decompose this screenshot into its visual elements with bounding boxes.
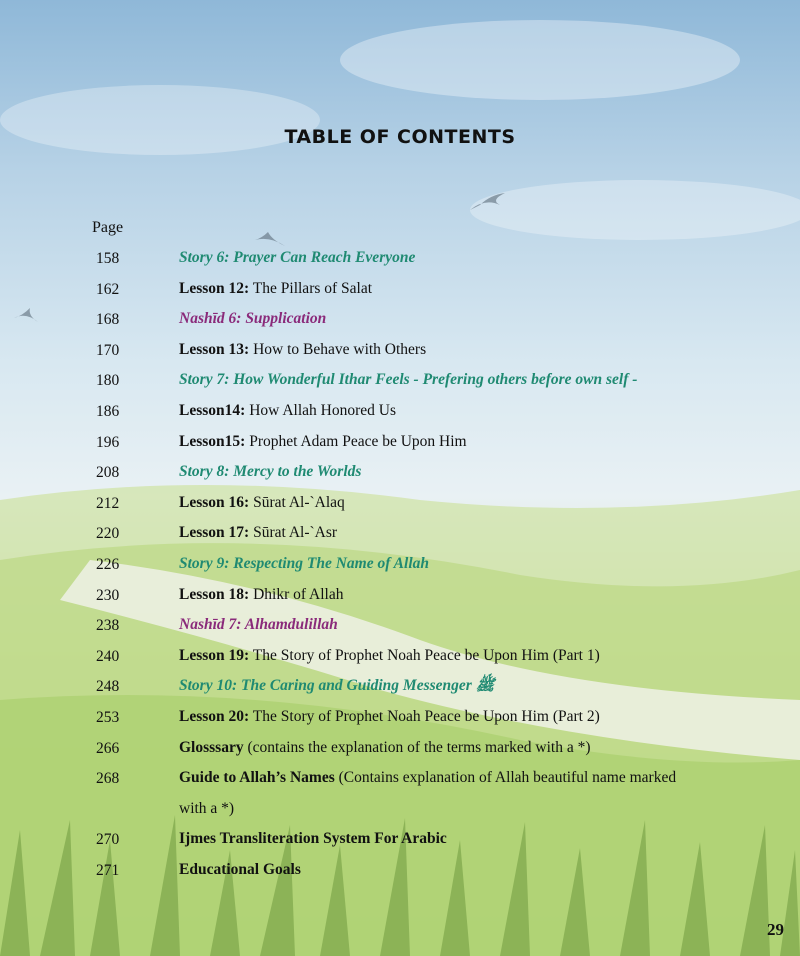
toc-page-number: 226 — [96, 555, 120, 573]
toc-entry-title — [179, 396, 699, 427]
toc-entry-label: Lesson 16: — [179, 493, 250, 511]
toc-entry-title: Story 7: How Wonderful Ithar Feels - Prefering others before own self - — [179, 371, 638, 389]
toc-entry-label: Lesson 20: — [179, 707, 250, 725]
toc-entry-title: Story 8: Mercy to the Worlds — [179, 463, 362, 481]
toc-row[interactable] — [0, 859, 800, 890]
toc-page-number: 253 — [96, 708, 120, 726]
toc-entry-text: (Contains explanation of Allah beautiful name marked with a *) — [179, 769, 677, 817]
toc-entry-text: How Allah Honored Us — [245, 401, 397, 419]
toc-entry-text: The Story of Prophet Noah Peace be Upon Him (Part 2) — [249, 707, 600, 725]
toc-entry-label: Lesson 12: — [179, 279, 250, 297]
toc-entry-label: Educational Goals — [179, 860, 301, 878]
toc-page-number: 240 — [96, 647, 120, 665]
toc-page-number: 208 — [96, 464, 120, 482]
toc-page-number: 248 — [96, 678, 120, 696]
toc-entry-label: Guide to Allah’s Names — [179, 769, 335, 787]
toc-entry-title: Story 9: Respecting The Name of Allah — [179, 554, 429, 572]
toc-page-number: 230 — [96, 586, 120, 604]
toc-page-number: 238 — [96, 617, 120, 635]
toc-entry-title — [179, 824, 699, 855]
toc-entry-title: Nashīd 6: Supplication — [179, 310, 327, 328]
toc-entry-title — [179, 763, 699, 824]
toc-page-number: 271 — [96, 861, 120, 879]
toc-page-number: 270 — [96, 831, 120, 849]
page-column-label: Page — [92, 219, 124, 236]
toc-entry-label: Lesson 13: — [179, 340, 250, 358]
toc-page-number: 186 — [96, 402, 120, 420]
page-title: TABLE OF CONTENTS — [284, 126, 516, 148]
toc-entry-title — [179, 855, 699, 886]
toc-page-number: 266 — [96, 739, 120, 757]
toc-entry-title — [179, 733, 699, 764]
toc-entry-title — [179, 274, 699, 305]
toc-entry-label: Glosssary — [179, 738, 244, 756]
toc-page-number: 220 — [96, 525, 120, 543]
toc-page-number: 168 — [96, 311, 120, 329]
toc-entry-title — [179, 427, 699, 458]
toc-entry-text: The Pillars of Salat — [249, 279, 373, 297]
toc-entry-text: How to Behave with Others — [249, 340, 427, 358]
toc-entry-label: Lesson 19: — [179, 646, 250, 664]
toc-entry-label: Lesson14: — [179, 401, 246, 419]
toc-entry-text: Prophet Adam Peace be Upon Him — [245, 432, 467, 450]
toc-entry-label: Ijmes Transliteration System For Arabic — [179, 830, 447, 848]
toc-entry-title — [179, 488, 699, 519]
toc-page-number: 268 — [96, 770, 120, 788]
toc-entry-title: Nashīd 7: Alhamdulillah — [179, 616, 338, 634]
toc-entry-text: The Story of Prophet Noah Peace be Upon Him (Part 1) — [249, 646, 600, 664]
toc-entry-title — [179, 335, 699, 366]
toc-entry-title: Story 6: Prayer Can Reach Everyone — [179, 249, 416, 266]
toc-entry-title — [179, 641, 699, 672]
toc-entry-title — [179, 580, 699, 611]
toc-page-number: 196 — [96, 433, 120, 451]
toc-entry-label: Lesson15: — [179, 432, 246, 450]
toc-page-number: 212 — [96, 494, 120, 512]
toc-page-number: 158 — [96, 250, 120, 267]
toc-page-number: 180 — [96, 372, 120, 390]
toc-entry-title — [179, 518, 699, 549]
toc-entry-text: Dhikr of Allah — [249, 585, 344, 603]
toc-entry-label: Lesson 18: — [179, 585, 250, 603]
toc-page-number: 162 — [96, 280, 120, 298]
toc-entry-title — [179, 702, 699, 733]
toc-entry-text: (contains the explanation of the terms marked with a *) — [243, 738, 591, 756]
toc-entry-label: Lesson 17: — [179, 524, 250, 542]
toc-entry-title: Story 10: The Caring and Guiding Messenger ﷺ — [179, 677, 495, 695]
toc-entry-text: Sūrat Al-`Asr — [249, 524, 338, 542]
page-number: 29 — [767, 920, 784, 939]
toc-row[interactable] — [0, 767, 800, 828]
toc-entry-text: Sūrat Al-`Alaq — [249, 493, 345, 511]
table-of-contents — [0, 247, 800, 889]
toc-page-number: 170 — [96, 341, 120, 359]
